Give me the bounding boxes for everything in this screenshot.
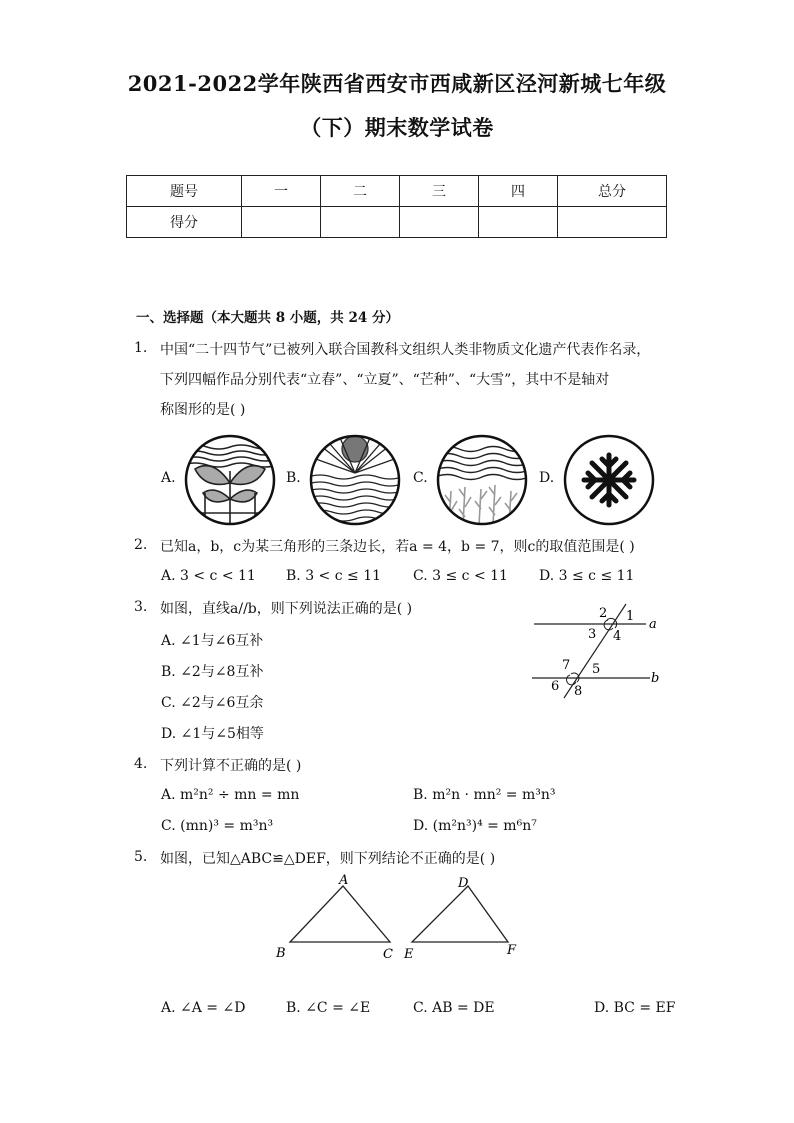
angle-label: 3 <box>588 627 597 642</box>
option-text: B. 3 < c ≤ 11 <box>286 568 382 584</box>
table-cell: 一 <box>242 176 321 207</box>
question-number: 5. <box>134 849 148 865</box>
question-number: 3. <box>134 599 148 615</box>
table-cell: 总分 <box>558 176 667 207</box>
table-cell: 二 <box>321 176 400 207</box>
vertex-label: B <box>276 946 286 961</box>
angle-label: 1 <box>626 609 635 624</box>
score-cell <box>242 207 321 238</box>
option-label: A. <box>161 470 176 486</box>
option-text: D. (m²n³)⁴ = m⁶n⁷ <box>413 818 537 834</box>
score-table-header-row <box>127 176 667 207</box>
line-label: a <box>649 617 657 632</box>
option-text: D. BC = EF <box>594 1000 676 1016</box>
exam-title-line2: （下）期末数学试卷 <box>300 115 494 140</box>
option-text: C. (mn)³ = m³n³ <box>161 818 274 834</box>
triangle-def <box>412 886 508 942</box>
question-text: 如图，已知△ABC≌△DEF，则下列结论不正确的是( ) <box>160 851 496 867</box>
table-cell: 三 <box>400 176 479 207</box>
score-cell <box>558 207 667 238</box>
exam-title-line1: 2021-2022学年陕西省西安市西咸新区泾河新城七年级 <box>127 71 667 96</box>
angle-label: 8 <box>574 684 583 699</box>
question-text: 已知a，b，c为某三角形的三条边长，若a = 4，b = 7，则c的取值范围是( ) <box>160 539 635 555</box>
question-text: 下列计算不正确的是( ) <box>160 758 302 774</box>
option-text: B. m²n · mn² = m³n³ <box>413 787 556 803</box>
score-cell <box>321 207 400 238</box>
vertex-label: F <box>507 943 517 958</box>
angle-label: 2 <box>599 606 608 621</box>
table-cell: 题号 <box>127 176 242 207</box>
option-label: B. <box>286 470 301 486</box>
question-text: 下列四幅作品分别代表“立春”、“立夏”、“芒种”、“大雪”，其中不是轴对 <box>160 372 610 388</box>
option-text: C. AB = DE <box>413 1000 495 1016</box>
vertex-label: A <box>339 873 349 888</box>
question-number: 4. <box>134 756 148 772</box>
vertex-label: C <box>383 947 393 962</box>
option-text: A. m²n² ÷ mn = mn <box>161 787 300 803</box>
option-text: A. 3 < c < 11 <box>161 568 256 584</box>
score-cell <box>400 207 479 238</box>
angle-label: 4 <box>613 629 622 644</box>
option-text: A. ∠1与∠6互补 <box>161 633 264 649</box>
option-text: C. ∠2与∠6互余 <box>161 695 264 711</box>
option-text: D. ∠1与∠5相等 <box>161 726 264 742</box>
vertex-label: E <box>404 947 414 962</box>
option-label: C. <box>413 470 428 486</box>
congruent-triangles-figure <box>270 872 530 962</box>
question-text: 称图形的是( ) <box>160 402 246 418</box>
angle-label: 5 <box>592 662 601 677</box>
vertex-label: D <box>458 876 469 891</box>
option-text: A. ∠A = ∠D <box>161 1000 246 1016</box>
section-heading: 一、选择题（本大题共 8 小题，共 24 分） <box>136 310 399 326</box>
option-text: B. ∠2与∠8互补 <box>161 664 264 680</box>
angle-label: 7 <box>562 658 571 673</box>
table-cell: 得分 <box>127 207 242 238</box>
option-text: C. 3 ≤ c < 11 <box>413 568 508 584</box>
grain-in-ear-icon <box>435 433 529 527</box>
score-cell <box>479 207 558 238</box>
question-text: 如图，直线a//b，则下列说法正确的是( ) <box>160 601 413 617</box>
table-cell: 四 <box>479 176 558 207</box>
question-number: 1. <box>134 340 148 356</box>
option-label: D. <box>539 470 555 486</box>
spring-begins-icon <box>183 433 277 527</box>
score-table-score-row <box>127 207 667 238</box>
triangle-abc <box>290 886 390 942</box>
option-text: B. ∠C = ∠E <box>286 1000 371 1016</box>
question-text: 中国“二十四节气”已被列入联合国教科文组织人类非物质文化遗产代表作名录， <box>160 342 651 358</box>
score-table <box>126 175 667 238</box>
question-number: 2. <box>134 537 148 553</box>
line-label: b <box>651 671 660 686</box>
angle-label: 6 <box>551 679 560 694</box>
option-text: D. 3 ≤ c ≤ 11 <box>539 568 635 584</box>
summer-begins-icon <box>308 433 402 527</box>
major-snow-icon <box>562 433 656 527</box>
parallel-lines-figure <box>528 600 668 700</box>
